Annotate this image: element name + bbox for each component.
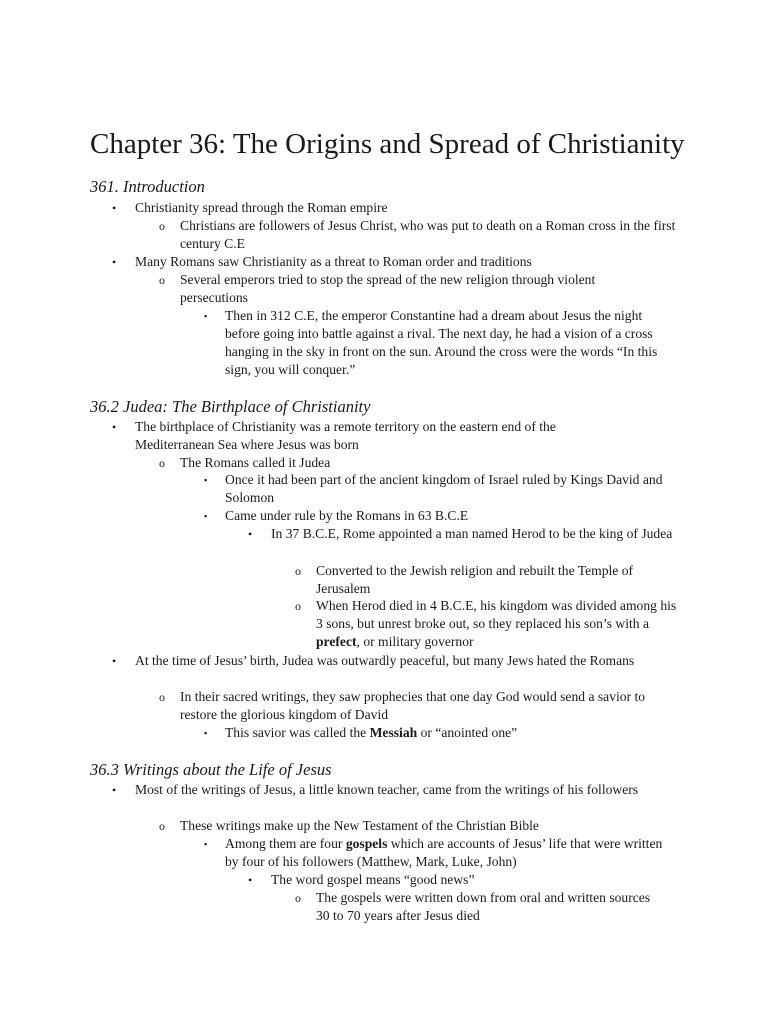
bullet-disc-icon: • (112, 654, 117, 668)
list-item (204, 835, 675, 871)
list-item-text: Many Romans saw Christianity as a threat to Roman order and traditions (135, 254, 532, 269)
list-item-text: Among them are four gospels which are accounts of Jesus’ life that were written by four of his followers (Matthew, Mark, Luke, John) (225, 836, 663, 869)
list-item-text: Converted to the Jewish religion and rebuilt the Temple of Jerusalem (316, 563, 634, 596)
list-item (159, 217, 680, 253)
bullet-square-icon: ▪ (204, 475, 208, 485)
bold-term: Messiah (369, 725, 418, 740)
list-item (204, 307, 665, 379)
bullet-square-icon: ▪ (204, 839, 208, 849)
list-item-text: The gospels were written down from oral and written sources 30 to 70 years after Jesus died (316, 890, 651, 923)
list-item-text: Christianity spread through the Roman empire (135, 200, 388, 215)
bullet-disc-icon: • (112, 255, 117, 269)
list-item (112, 418, 615, 454)
bullet-disc-icon: • (112, 420, 117, 434)
bullet-circle-icon: o (159, 456, 165, 470)
list-item (159, 817, 680, 835)
list-item-text: The birthplace of Christianity was a remote territory on the eastern end of the Mediterranean Sea where Jesus was born (135, 419, 556, 452)
bullet-circle-icon: o (159, 273, 165, 287)
list-item (295, 889, 656, 925)
bullet-circle-icon: o (159, 219, 165, 233)
list-item (204, 507, 665, 525)
bold-term: gospels (345, 836, 388, 851)
list-item (112, 652, 655, 670)
bullet-circle-icon: o (295, 891, 301, 905)
chapter-title: Chapter 36: The Origins and Spread of Christianity (90, 128, 685, 160)
list-item-text: In their sacred writings, they saw prophecies that one day God would send a savior to restore the glorious kingdom of David (180, 689, 646, 722)
list-item-text: At the time of Jesus’ birth, Judea was outwardly peaceful, but many Jews hated the Romans (135, 653, 635, 668)
bullet-circle-icon: o (159, 690, 165, 704)
list-item-text: Came under rule by the Romans in 63 B.C.E (225, 508, 469, 523)
list-item (112, 253, 675, 271)
list-item-text: In 37 B.C.E, Rome appointed a man named Herod to be the king of Judea (271, 526, 673, 541)
bullet-disc-icon: • (112, 783, 117, 797)
section-heading: 36.2 Judea: The Birthplace of Christianity (90, 397, 371, 416)
bullet-circle-icon: o (295, 599, 301, 613)
list-item-text: When Herod died in 4 B.C.E, his kingdom was divided among his 3 sons, but unrest broke out, so they replaced his son’s with a prefect, or military governor (316, 598, 677, 649)
list-item (204, 724, 665, 742)
section-heading: 361. Introduction (90, 177, 205, 196)
list-item-text: Most of the writings of Jesus, a little known teacher, came from the writings of his followers (135, 782, 639, 797)
bullet-square-icon: ▪ (204, 311, 208, 321)
section-heading: 36.3 Writings about the Life of Jesus (90, 760, 332, 779)
list-item (248, 525, 691, 543)
bold-term: prefect (316, 634, 357, 649)
list-item (112, 781, 655, 799)
list-item-text: Several emperors tried to stop the spread of the new religion through violent persecutions (180, 272, 596, 305)
list-item-text: Christians are followers of Jesus Christ, who was put to death on a Roman cross in the first century C.E (180, 218, 676, 251)
bullet-disc-icon: • (248, 527, 253, 541)
list-item (204, 471, 665, 507)
list-item (159, 688, 660, 724)
bullet-disc-icon: • (112, 201, 117, 215)
bullet-disc-icon: • (248, 873, 253, 887)
list-item (159, 271, 660, 307)
bullet-circle-icon: o (159, 819, 165, 833)
list-item (295, 562, 681, 598)
list-item-text: Once it had been part of the ancient kingdom of Israel ruled by Kings David and Solomon (225, 472, 663, 505)
list-item-text: The Romans called it Judea (180, 455, 331, 470)
bullet-square-icon: ▪ (204, 728, 208, 738)
list-item (159, 454, 660, 472)
list-item-text: Then in 312 C.E, the emperor Constantine had a dream about Jesus the night before going into battle against a rival. The next day, he had a vision of a cross hanging in the sky in front on the sun. Around the cross were the words “In this sign, you will conquer.” (225, 308, 658, 377)
bullet-circle-icon: o (295, 564, 301, 578)
list-item (112, 199, 675, 217)
list-item-text: This savior was called the Messiah or “anointed one” (225, 725, 518, 740)
list-item (248, 871, 671, 889)
list-item (295, 597, 681, 651)
list-item-text: The word gospel means “good news” (271, 872, 475, 887)
list-item-text: These writings make up the New Testament of the Christian Bible (180, 818, 539, 833)
bullet-square-icon: ▪ (204, 511, 208, 521)
